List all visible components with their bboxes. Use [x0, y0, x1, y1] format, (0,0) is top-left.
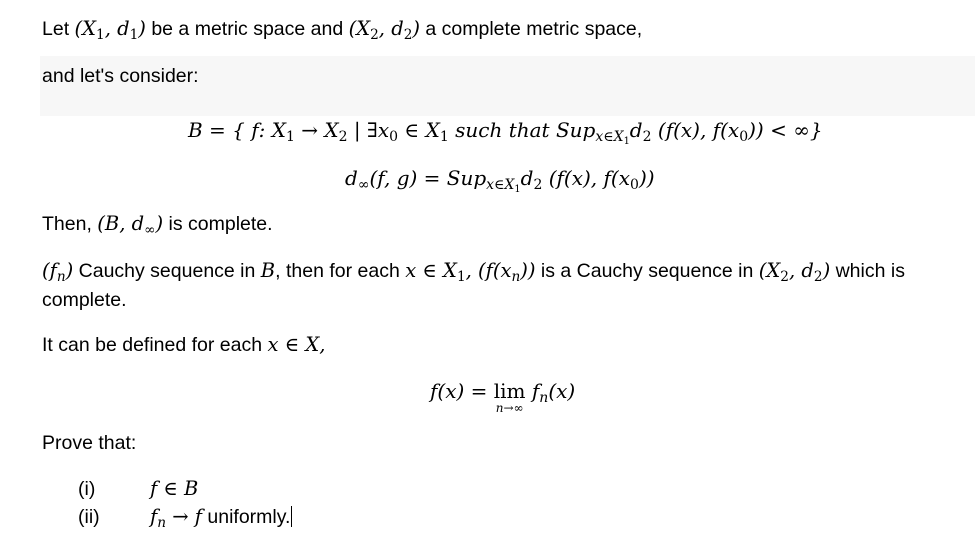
- consider-line: and let's consider:: [42, 65, 199, 87]
- math-span: )): [638, 166, 655, 190]
- math-span: B = { f: X: [188, 118, 286, 142]
- metric-d-infinity-definition: [345, 165, 655, 196]
- math-sub: n: [511, 269, 521, 286]
- defined-line: [42, 333, 325, 357]
- math-sub: 2: [813, 269, 823, 286]
- math-span: ): [822, 259, 831, 282]
- text-span: is complete.: [163, 213, 273, 235]
- math-sub: 2: [642, 129, 652, 146]
- math-subsub: 1: [623, 136, 630, 148]
- text-span: It can be defined for each: [42, 334, 268, 356]
- math-sub: 2: [533, 177, 543, 194]
- text-span: Cauchy sequence in: [73, 260, 261, 282]
- math-span: , d: [378, 17, 404, 40]
- math-span: → X: [294, 118, 339, 142]
- math-span: x ∈ X,: [267, 333, 326, 356]
- limit-operator: [494, 378, 526, 414]
- math-span: d: [629, 118, 643, 142]
- math-subsub: 1: [514, 184, 521, 196]
- cauchy-line: [42, 259, 905, 286]
- math-sub: ∞: [144, 222, 156, 239]
- item-body-ii: [150, 505, 292, 532]
- math-span: → f: [166, 505, 202, 528]
- prove-line: Prove that:: [42, 432, 137, 454]
- lim-word: lim: [493, 379, 526, 403]
- math-sub: 1: [96, 27, 105, 44]
- text-span: is a Cauchy sequence in: [535, 260, 759, 282]
- limit-definition: [430, 378, 575, 414]
- math-span: ): [138, 17, 146, 40]
- text-span: Then,: [42, 213, 98, 235]
- math-sub: n: [539, 390, 549, 407]
- math-span: ): [65, 259, 74, 282]
- set-b-definition: [188, 117, 823, 148]
- math-sub: 2: [338, 129, 348, 146]
- math-span: B: [260, 259, 276, 282]
- math-span: x ∈ X: [405, 259, 457, 282]
- math-sub: 1: [286, 129, 295, 146]
- math-span: | ∃x: [347, 118, 390, 142]
- text-span: Let: [42, 18, 75, 40]
- math-sub: 1: [129, 27, 139, 44]
- math-sub: 1: [456, 269, 466, 286]
- math-span: )): [520, 259, 536, 282]
- math-sub: 2: [370, 27, 379, 44]
- math-span: f: [150, 505, 158, 528]
- math-span: (f(x), f(x: [542, 166, 631, 190]
- math-sub: 0: [739, 129, 749, 146]
- intro-line: [42, 17, 643, 44]
- math-sub: n: [157, 515, 167, 532]
- math-sub: 2: [780, 269, 789, 286]
- text-cursor[interactable]: [291, 506, 292, 527]
- math-span: f ∈ B: [150, 477, 199, 500]
- math-span: ∈ X: [398, 118, 440, 142]
- math-span: , d: [788, 259, 814, 282]
- math-sub: [486, 177, 521, 196]
- math-span: ,: [465, 259, 479, 282]
- math-sub: [595, 129, 630, 148]
- text-span: , then for each: [275, 260, 406, 282]
- math-span: ): [412, 17, 420, 40]
- math-sub-text: x∈X: [486, 177, 515, 194]
- math-sub: 1: [439, 129, 449, 146]
- item-label-i: (i): [78, 478, 96, 500]
- text-span: uniformly.: [201, 506, 291, 528]
- math-span: , d: [104, 17, 130, 40]
- math-span: (X: [348, 17, 371, 40]
- lim-subscript: n→∞: [495, 401, 524, 415]
- item-label-ii: (ii): [78, 506, 100, 528]
- math-span: (f: [42, 259, 57, 282]
- math-sub: 0: [630, 177, 639, 194]
- math-span: d: [345, 166, 358, 190]
- math-sub-text: x∈X: [595, 129, 624, 146]
- math-sub: n: [56, 269, 66, 286]
- then-line: [42, 212, 273, 239]
- math-span: (X: [758, 259, 781, 282]
- math-span: f(x) =: [430, 379, 494, 403]
- math-span: f: [525, 379, 540, 403]
- math-span: )) < ∞}: [748, 118, 823, 142]
- math-span: (f(x), f(x: [651, 118, 740, 142]
- math-sub: ∞: [357, 177, 370, 194]
- text-span: a complete metric space,: [419, 18, 643, 40]
- math-sub: 0: [389, 129, 399, 146]
- item-body-i: [150, 477, 198, 501]
- math-span: d: [520, 166, 534, 190]
- text-span: which is: [830, 260, 905, 282]
- math-sub: 2: [403, 27, 413, 44]
- text-span: be a metric space and: [145, 18, 349, 40]
- math-span: (X: [74, 17, 97, 40]
- math-span: ): [155, 212, 164, 235]
- math-span: (B, d: [97, 212, 145, 235]
- math-span: (x): [548, 379, 576, 403]
- math-span: such that Sup: [448, 118, 596, 142]
- cauchy-line-wrap: complete.: [42, 289, 127, 311]
- math-span: (f(x: [478, 259, 512, 282]
- math-span: (f, g) = Sup: [369, 166, 487, 190]
